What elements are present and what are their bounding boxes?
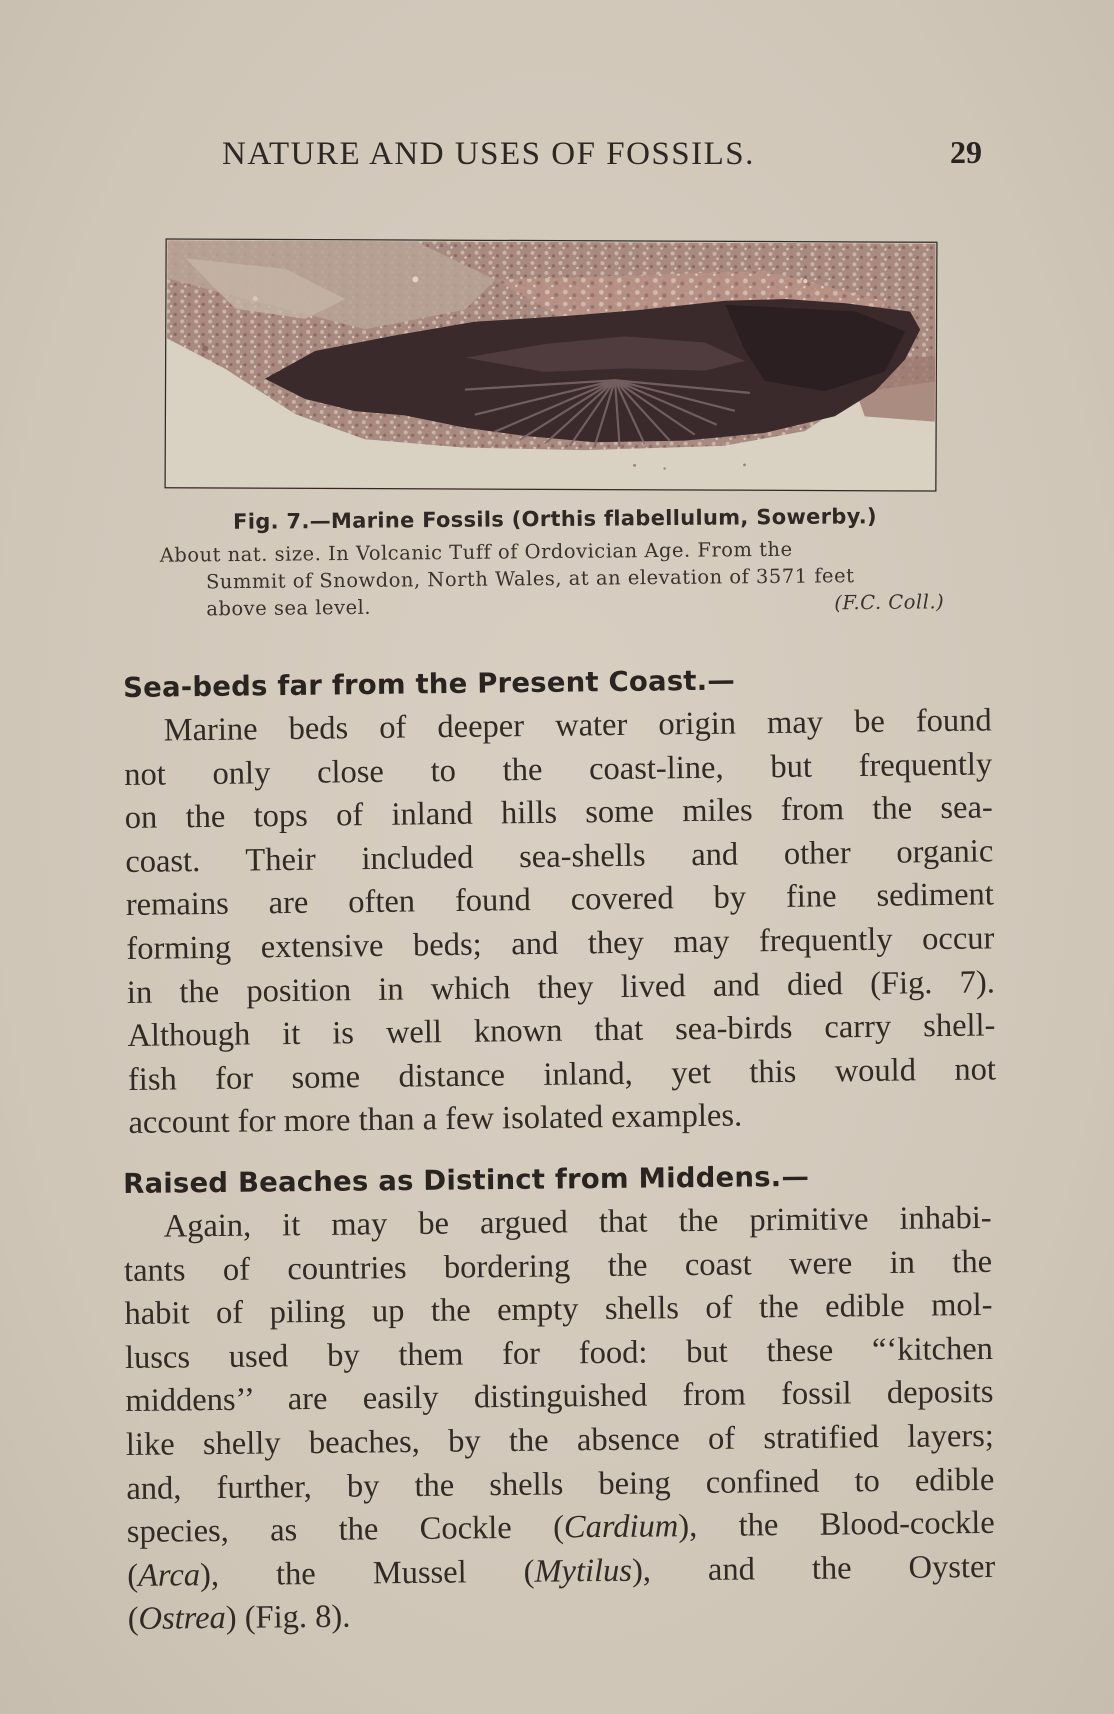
fossil-illustration — [164, 238, 937, 491]
caption-line: above sea level. — [206, 595, 372, 621]
text-line: on the tops of inland hills some miles from the sea- — [124, 789, 993, 837]
text-line: Although it is well known that sea-birds carry shell- — [127, 1007, 996, 1055]
text-line: habit of piling up the empty shells of the edible mol- — [124, 1287, 993, 1333]
text-line: coast. Their included sea-shells and other organic — [125, 833, 994, 880]
fossil-photograph — [164, 238, 937, 491]
text-line: account for more than a few isolated examples. — [128, 1097, 743, 1142]
text-run: ( — [127, 1601, 139, 1638]
text-line: Marine beds of deeper water origin may be found — [163, 702, 992, 749]
genus-name: Mytilus — [534, 1552, 633, 1590]
collection-credit: (F.C. Coll.) — [834, 590, 945, 615]
text-line — [128, 1589, 996, 1642]
paragraph — [123, 1197, 996, 1642]
section-heading: Raised Beaches as Distinct from Middens.— — [123, 1160, 810, 1200]
text-line: forming extensive beds; and they may frequently occur — [126, 920, 995, 967]
text-run: ) (Fig. 8). — [225, 1598, 351, 1637]
text-line: remains are often found covered by fine sediment — [125, 876, 995, 924]
caption-line: Summit of Snowdon, North Wales, at an elevation of 3571 feet — [205, 564, 855, 594]
genus-name: Ostrea — [138, 1600, 227, 1638]
section-heading: Sea-beds far from the Present Coast.— — [123, 664, 736, 704]
caption-description — [160, 534, 951, 623]
text-line: luscs used by them for food: but these “‘kitchen — [124, 1330, 994, 1376]
text-run: ), and the Oyster — [631, 1548, 996, 1589]
genus-name: Arca — [137, 1556, 201, 1594]
text-line: tants of countries bordering the coast were in the — [123, 1243, 993, 1289]
text-run: species, as the Cockle ( — [126, 1509, 565, 1551]
text-line: Again, it may be argued that the primitive inhabi- — [163, 1199, 992, 1245]
text-line: not only close to the coast-line, but frequently — [124, 745, 993, 793]
figure-caption — [159, 504, 950, 621]
text-run: ( — [127, 1557, 139, 1594]
text-line: like shelly beaches, by the absence of stratified layers; — [125, 1417, 995, 1463]
caption-line: About nat. size. In Volcanic Tuff of Ordovician Age. From the — [159, 537, 793, 567]
running-title: NATURE AND USES OF FOSSILS. — [222, 136, 755, 172]
genus-name: Cardium — [563, 1508, 679, 1546]
paragraph — [123, 699, 996, 1146]
text-run: ), the Blood-cockle — [678, 1505, 995, 1545]
section-sea-beds — [123, 661, 997, 1146]
text-line: fish for some distance inland, yet this would not — [127, 1051, 997, 1098]
text-line: middens’’ are easily distinguished from fossil deposits — [125, 1374, 994, 1420]
running-head — [222, 132, 982, 182]
text-run: ), the Mussel ( — [199, 1553, 535, 1593]
section-raised-beaches — [123, 1159, 996, 1642]
text-line: and, further, by the shells being confined to edible — [126, 1461, 995, 1507]
page-number: 29 — [950, 134, 982, 170]
text-line: in the position in which they lived and died (Fig. 7). — [126, 963, 996, 1011]
caption-title: Fig. 7.—Marine Fossils (Orthis flabellulum, Sowerby.) — [233, 504, 877, 534]
